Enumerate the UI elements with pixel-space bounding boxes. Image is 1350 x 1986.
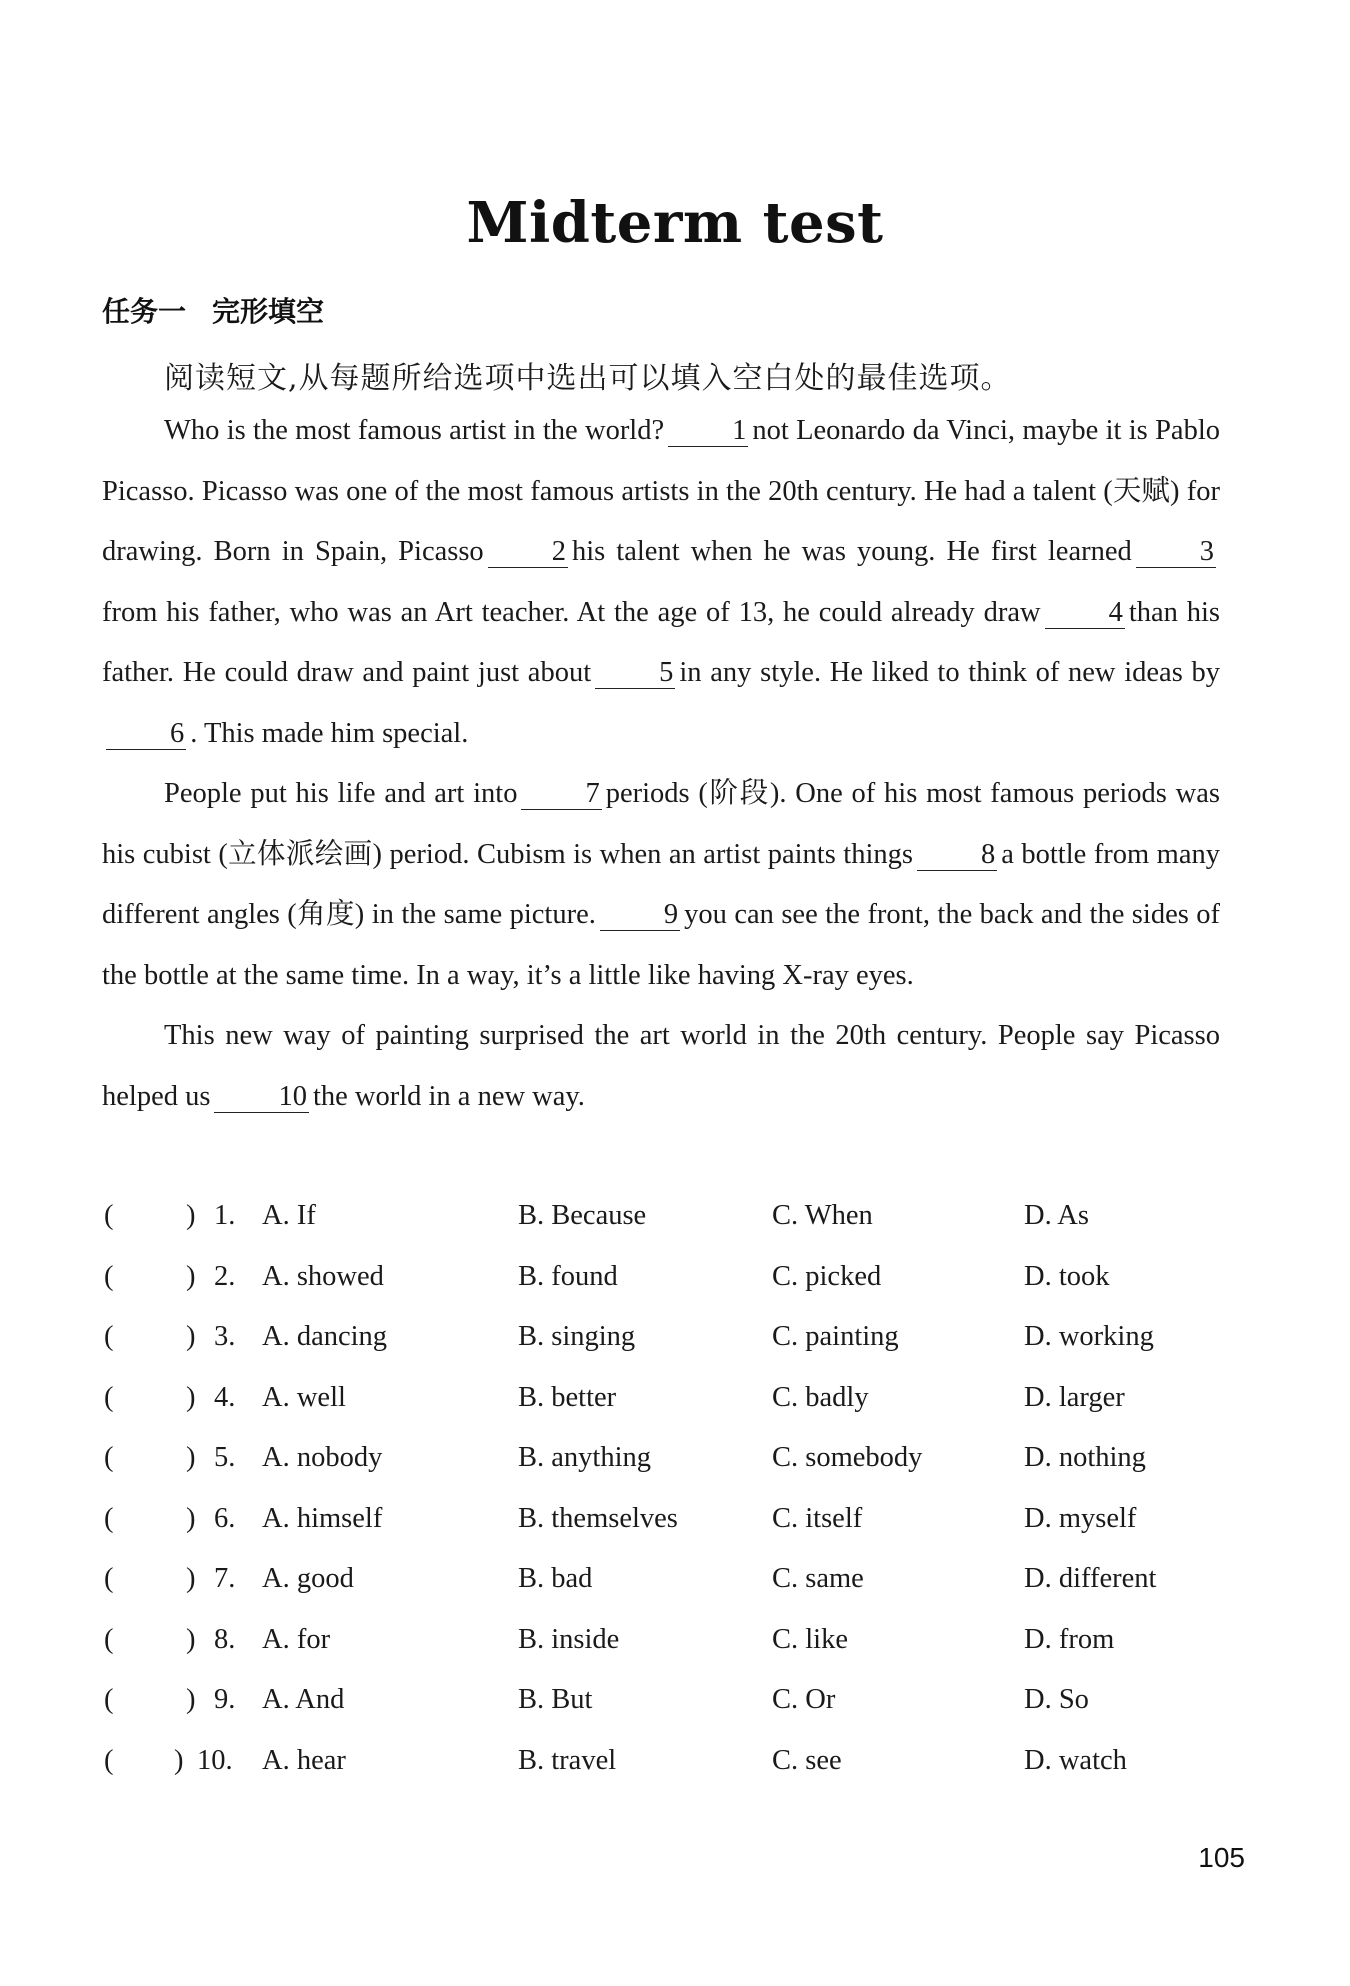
section-name: 完形填空 (212, 295, 325, 328)
question-number: 10. (197, 1744, 233, 1776)
blank-9: 9 (600, 900, 680, 931)
answer-paren-close: ) (174, 1744, 184, 1776)
question-row (102, 1489, 1232, 1550)
option-c: C. painting (772, 1321, 899, 1352)
answer-paren-close: ) (186, 1442, 196, 1473)
question-row (102, 1368, 1232, 1429)
option-c: C. picked (772, 1260, 882, 1292)
option-b: B. anything (518, 1442, 651, 1473)
answer-paren-open: ( (104, 1502, 114, 1534)
passage-text: Who is the most famous artist in the world? (164, 415, 665, 446)
blank-2: 2 (488, 537, 568, 568)
answer-paren-open: ( (104, 1381, 114, 1413)
question-row (102, 1186, 1232, 1247)
passage-text: periods (阶段). One of his most famous periods was his cubist (立体派绘画) period. Cubism is when an artist paints things (102, 778, 1220, 870)
passage-text: the world in a new way. (312, 1080, 585, 1112)
answer-paren-open: ( (104, 1260, 114, 1292)
section-label: 任务一 (102, 295, 187, 328)
page-title: Midterm test (466, 190, 884, 256)
option-d: D. different (1024, 1563, 1157, 1594)
blank-5: 5 (595, 658, 675, 689)
option-b: B. singing (518, 1321, 636, 1352)
answer-paren-close: ) (186, 1623, 196, 1655)
instruction-text: 阅读短文,从每题所给选项中选出可以填入空白处的最佳选项。 (164, 361, 1012, 396)
option-c: C. When (772, 1200, 873, 1231)
question-row (102, 1670, 1232, 1731)
blank-4: 4 (1045, 598, 1125, 629)
blank-6: 6 (106, 719, 186, 750)
question-row (102, 1549, 1232, 1610)
question-number: 5. (214, 1442, 236, 1473)
option-a: A. good (262, 1563, 354, 1594)
question-number: 4. (214, 1381, 236, 1413)
answer-paren-close: ) (186, 1321, 196, 1352)
question-number: 6. (214, 1502, 236, 1534)
option-c: C. see (772, 1744, 842, 1776)
passage-text: from his father, who was an Art teacher. At the age of 13, he could already draw (102, 596, 1041, 628)
option-a: A. himself (262, 1502, 383, 1534)
question-row (102, 1428, 1232, 1489)
option-a: A. dancing (262, 1321, 388, 1352)
blank-1: 1 (668, 416, 748, 447)
answer-paren-close: ) (186, 1260, 196, 1292)
question-number: 2. (214, 1260, 236, 1292)
option-d: D. As (1024, 1200, 1089, 1231)
answer-paren-open: ( (104, 1623, 114, 1655)
question-number: 3. (214, 1321, 236, 1352)
option-a: A. for (262, 1623, 331, 1655)
answer-paren-open: ( (104, 1684, 114, 1715)
question-number: 7. (214, 1563, 236, 1594)
blank-7: 7 (521, 779, 601, 810)
question-number: 9. (214, 1684, 236, 1715)
option-c: C. somebody (772, 1442, 923, 1473)
answer-paren-open: ( (104, 1744, 114, 1776)
option-b: B. travel (518, 1744, 617, 1776)
answer-paren-close: ) (186, 1684, 196, 1715)
option-d: D. So (1024, 1684, 1089, 1715)
section-heading (102, 290, 324, 330)
option-d: D. nothing (1024, 1442, 1146, 1473)
option-c: C. itself (772, 1502, 863, 1534)
question-row (102, 1610, 1232, 1671)
option-a: A. nobody (262, 1442, 383, 1473)
passage-text: not Leonardo da Vinci, maybe it is Pablo Picasso. Picasso was one of the most famous artists in the 20th century. He had a talent (天赋) for drawing. Born in Spain, Picasso (102, 415, 1220, 567)
blank-3: 3 (1136, 537, 1216, 568)
passage-text: his talent when he was young. He first learned (571, 536, 1132, 567)
option-a: A. showed (262, 1260, 384, 1292)
option-a: A. hear (262, 1744, 346, 1776)
question-number: 1. (214, 1200, 236, 1231)
option-c: C. same (772, 1563, 864, 1594)
option-b: B. themselves (518, 1502, 678, 1534)
answer-paren-open: ( (104, 1321, 114, 1352)
option-b: B. But (518, 1684, 593, 1715)
option-c: C. like (772, 1623, 848, 1655)
option-d: D. from (1024, 1623, 1115, 1655)
option-a: A. well (262, 1381, 346, 1413)
option-a: A. If (262, 1200, 316, 1231)
answer-paren-close: ) (186, 1381, 196, 1413)
option-b: B. better (518, 1381, 617, 1413)
question-row (102, 1247, 1232, 1308)
blank-10: 10 (214, 1082, 309, 1113)
passage-text: a bottle from many different angles (角度) in the same picture. (102, 838, 1220, 930)
option-d: D. larger (1024, 1381, 1125, 1413)
question-number: 8. (214, 1623, 236, 1655)
answer-paren-open: ( (104, 1200, 114, 1231)
option-d: D. took (1024, 1260, 1110, 1292)
option-c: C. badly (772, 1381, 869, 1413)
passage-text: in any style. He liked to think of new ideas by (679, 657, 1220, 688)
option-b: B. found (518, 1260, 618, 1292)
answer-paren-close: ) (186, 1563, 196, 1594)
passage-paragraph-2 (102, 764, 1220, 1006)
option-a: A. And (262, 1684, 345, 1715)
option-d: D. working (1024, 1321, 1154, 1352)
option-b: B. bad (518, 1563, 593, 1594)
passage-text: than his father. He could draw and paint just about (102, 596, 1220, 688)
passage-paragraph-3 (102, 1006, 1220, 1127)
option-b: B. Because (518, 1200, 647, 1231)
answer-paren-close: ) (186, 1502, 196, 1534)
passage-text: you can see the front, the back and the sides of the bottle at the same time. In a way, it’s a little like having X-ray eyes. (102, 899, 1220, 991)
option-d: D. myself (1024, 1502, 1137, 1534)
passage-text: . This made him special. (190, 717, 469, 749)
blank-8: 8 (917, 840, 997, 871)
option-d: D. watch (1024, 1744, 1127, 1776)
option-b: B. inside (518, 1623, 620, 1655)
answer-paren-close: ) (186, 1200, 196, 1231)
cloze-passage (102, 401, 1220, 1127)
passage-text: This new way of painting surprised the art world in the 20th century. People say Picasso helped us (102, 1020, 1220, 1112)
answer-options (102, 1186, 1232, 1791)
question-row (102, 1731, 1232, 1792)
question-row (102, 1307, 1232, 1368)
passage-paragraph-1 (102, 401, 1220, 764)
option-c: C. Or (772, 1684, 836, 1715)
answer-paren-open: ( (104, 1563, 114, 1594)
passage-text: People put his life and art into (164, 778, 518, 809)
answer-paren-open: ( (104, 1442, 114, 1473)
page-number: 105 (1198, 1842, 1245, 1873)
